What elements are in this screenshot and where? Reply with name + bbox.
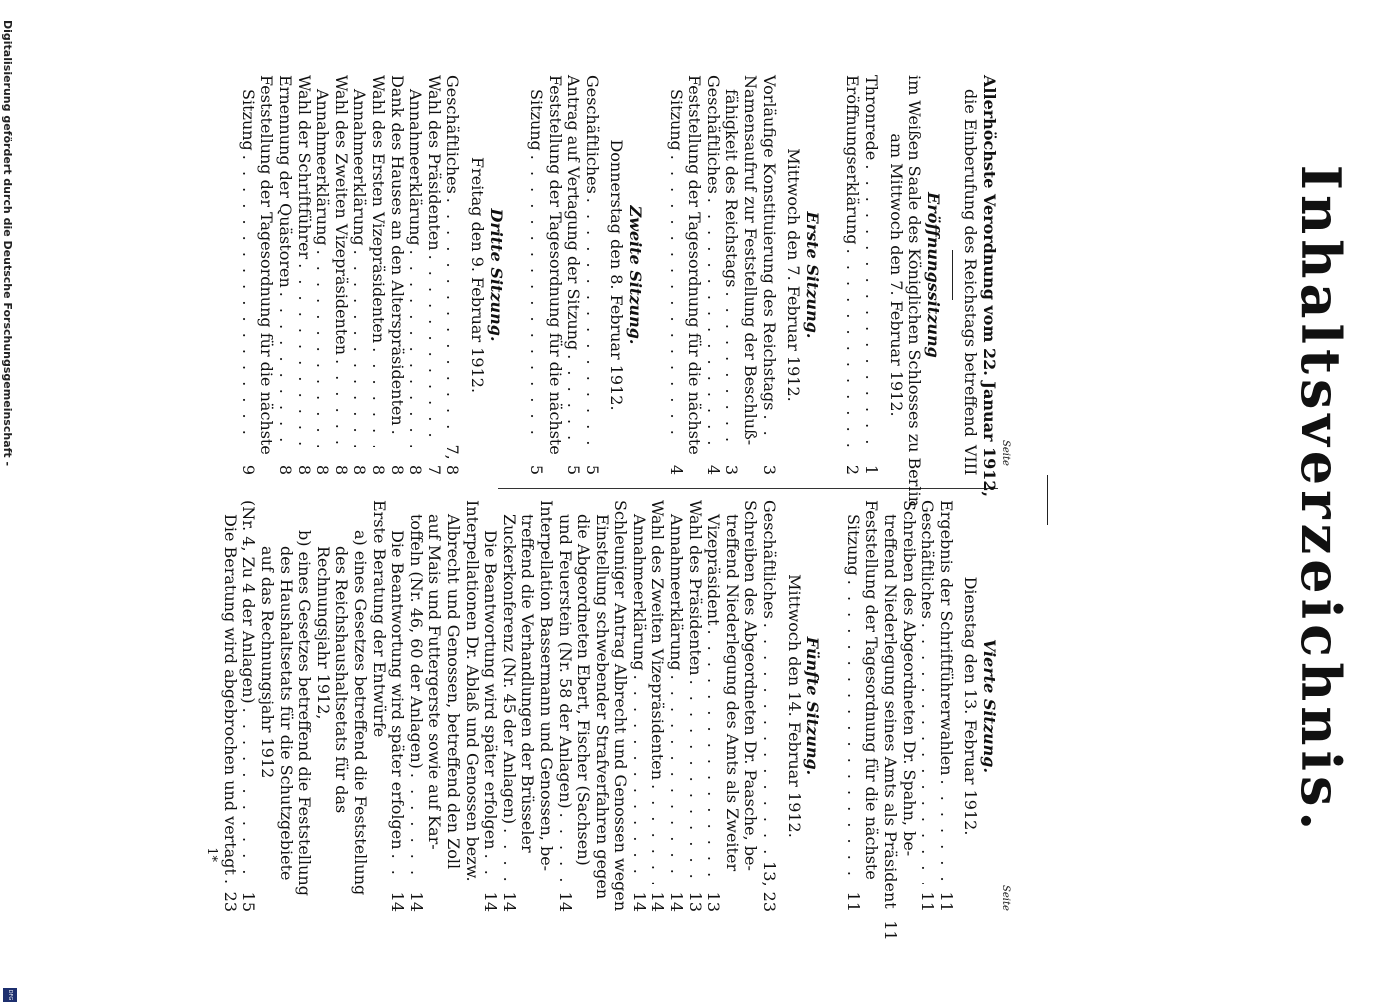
toc-entry: Vorläufige Konstituierung des Reichstags . . . 3 bbox=[759, 75, 778, 475]
toc-entry-text: Schleuniger Antrag Albrecht und Genossen wegen bbox=[611, 500, 631, 912]
page-number: 3 bbox=[722, 464, 742, 475]
section-heading: Dritte Sitzung. bbox=[486, 208, 506, 342]
toc-entry: Sitzung . . . 4 bbox=[666, 75, 685, 475]
toc-right-column bbox=[202, 500, 999, 941]
toc-entry-text: Einstellung schwebender Strafverfahren gegen bbox=[592, 514, 612, 900]
toc-entry-text: Schreiben des Abgeordneten Dr. Spahn, be- bbox=[899, 500, 919, 857]
toc-entry: Wahl des Zweiten Vizepräsidenten . . . 14 bbox=[648, 500, 667, 912]
page-number: VIII bbox=[961, 444, 981, 476]
page-number: 14 bbox=[481, 891, 501, 912]
toc-entry-text: des Haushaltsetats für die Schutzgebiete bbox=[276, 546, 296, 881]
toc-entry-text: Feststellung der Tagesordnung für die nächste bbox=[257, 75, 277, 455]
section-date: Mittwoch den 14. Februar 1912. bbox=[784, 574, 804, 838]
toc-entry: Sitzung . . . 11 bbox=[843, 500, 862, 912]
page-number: 4 bbox=[703, 464, 723, 475]
page-number: 13 bbox=[685, 891, 705, 912]
page-number: 11 bbox=[843, 891, 863, 912]
toc-entry-text: treffend die Verhandlungen der Brüsseler bbox=[518, 514, 538, 853]
page-number: 8 bbox=[368, 464, 388, 475]
section-heading: Vierte Sitzung. bbox=[980, 638, 999, 774]
page-number: 11 bbox=[881, 920, 901, 941]
toc-entry: Wahl der Schriftführer . . . 8 bbox=[294, 75, 313, 475]
page-number: 9 bbox=[238, 464, 258, 475]
page-number: 11 bbox=[918, 891, 938, 912]
page-number: 14 bbox=[406, 891, 426, 912]
toc-entry-text: Interpellation Bassermann und Genossen, be- bbox=[536, 500, 556, 872]
toc-entry-text: die Abgeordneten Ebert, Fischer (Sachsen) bbox=[574, 514, 594, 866]
toc-entry: Zuckerkonferenz (Nr. 45 der Anlagen) . . . 14 bbox=[499, 500, 518, 912]
toc-entry: Die Beratung wird abgebrochen und vertagt . . . 23 bbox=[220, 500, 239, 912]
page-number: 8 bbox=[331, 464, 351, 475]
page-number: 23 bbox=[220, 891, 240, 912]
toc-entry: Annahmeerklärung . . . 8 bbox=[350, 75, 369, 475]
toc-entry: (Nr. 4, Zu 4 der Anlagen) . . . 15 bbox=[239, 500, 258, 912]
toc-entry: Wahl des Präsidenten . . . 13 bbox=[685, 500, 704, 912]
toc-entry: Annahmeerklärung . . . 14 bbox=[667, 500, 686, 912]
toc-entry-text: Feststellung der Tagesordnung für die nächste bbox=[685, 75, 705, 455]
toc-entry: Geschäftliches . . . 13, 23 bbox=[759, 500, 778, 912]
digitization-credit: Digitalisierung gefördert durch die Deutsche Forschungsgemeinschaft - bbox=[1, 20, 14, 467]
toc-entry: Die Beantwortung wird später erfolgen . . . 14 bbox=[388, 500, 407, 912]
page-number: 13, 23 bbox=[760, 861, 780, 912]
sheet-signature-mark: 1* bbox=[204, 847, 220, 862]
toc-entry: Wahl des Ersten Vizepräsidenten . . . 8 bbox=[368, 75, 387, 475]
page-title: Inhaltsverzeichnis. bbox=[1289, 164, 1353, 836]
page-number: 13 bbox=[704, 891, 724, 912]
section-heading: Eröffnungssitzung bbox=[923, 192, 943, 358]
page-number: 2 bbox=[843, 464, 863, 475]
toc-entry: Geschäftliches . . . 5 bbox=[582, 75, 601, 475]
toc-entry: Dank des Hauses an den Alterspräsidenten . . . 8 bbox=[387, 75, 406, 475]
section-heading: Fünfte Sitzung. bbox=[803, 636, 823, 776]
page-number: 1 bbox=[862, 464, 882, 475]
toc-entry-text: Schreiben des Abgeordneten Dr. Paasche, be- bbox=[741, 500, 761, 871]
page-number: 3 bbox=[759, 464, 779, 475]
page-number: 8 bbox=[387, 464, 407, 475]
section-date: Dienstag den 13. Februar 1912. bbox=[961, 576, 981, 836]
section-date: am Mittwoch den 7. Februar 1912. bbox=[886, 133, 906, 417]
page-number: 8 bbox=[294, 464, 314, 475]
toc-entry: Annahmeerklärung . . . 8 bbox=[406, 75, 425, 475]
toc-entry-text: auf das Rechnungsjahr 1912 bbox=[258, 546, 278, 779]
toc-left-column bbox=[238, 75, 999, 507]
toc-entry-text: des Reichshaushaltsetats für das bbox=[332, 546, 352, 814]
toc-entry-text: im Weißen Saale des Königlichen Schlosses zu Berlin bbox=[905, 75, 925, 507]
toc-entry: fähigkeit des Reichstags . . . 3 bbox=[722, 75, 741, 475]
page-number: 5 bbox=[564, 464, 584, 475]
section-heading: Erste Sitzung. bbox=[802, 211, 822, 339]
toc-entry: Antrag auf Vertagung der Sitzung . . . 5 bbox=[564, 75, 583, 475]
page-number: 14 bbox=[648, 891, 668, 912]
section-date: Freitag den 9. Februar 1912. bbox=[467, 156, 487, 394]
toc-entry: Vizepräsident . . . 13 bbox=[704, 500, 723, 912]
toc-entry-text: auf Mais und Futtergerste sowie auf Kar- bbox=[425, 514, 445, 850]
page-number: 15 bbox=[239, 891, 259, 912]
toc-entry: Sitzung . . . 5 bbox=[527, 75, 546, 475]
toc-entry-text: Feststellung der Tagesordnung für die nächste bbox=[862, 500, 882, 880]
toc-entry: und Feuerstein (Nr. 58 der Anlagen) . . . 14 bbox=[555, 500, 574, 912]
toc-entry: Ergebnis der Schriftführerwahlen . . . 11 bbox=[936, 500, 955, 912]
page-number: 7, 8 bbox=[443, 444, 463, 475]
toc-entry: Geschäftliches . . . 4 bbox=[703, 75, 722, 475]
toc-entry-text: Interpellationen Dr. Ablaß und Genossen bezw. bbox=[462, 500, 482, 882]
section-date: Mittwoch den 7. Februar 1912. bbox=[784, 148, 804, 402]
toc-entry-text: Allerhöchste Verordnung vom 22. Januar 1912, bbox=[980, 75, 999, 498]
title-rule bbox=[1047, 475, 1048, 525]
toc-entry-text: b) eines Gesetzes betreffend die Feststellung bbox=[295, 530, 315, 896]
toc-entry-text: Namensaufruf zur Feststellung der Beschluß- bbox=[741, 75, 761, 446]
page-number: 5 bbox=[527, 464, 547, 475]
dfg-logo: DFG bbox=[3, 988, 17, 1002]
page-number: 14 bbox=[388, 891, 408, 912]
toc-entry: Wahl des Zweiten Vizepräsidenten . . . 8 bbox=[331, 75, 350, 475]
page-number: 4 bbox=[666, 464, 686, 475]
toc-entry: Annahmeerklärung . . . 8 bbox=[313, 75, 332, 475]
toc-entry: Wahl des Präsidenten . . . 7 bbox=[424, 75, 443, 475]
toc-entry: toffeln (Nr. 46, 60 der Anlagen) . . . 14 bbox=[406, 500, 425, 912]
toc-entry: die Einberufung des Reichstags betreffend VIII bbox=[961, 89, 981, 476]
toc-entry: Die Beantwortung wird später erfolgen . . . 14 bbox=[481, 500, 500, 912]
toc-entry: Eröffnungserklärung . . . 2 bbox=[843, 75, 862, 475]
page-number: 14 bbox=[629, 891, 649, 912]
page-number: 8 bbox=[313, 464, 333, 475]
section-date: Donnerstag den 8. Februar 1912. bbox=[607, 139, 627, 411]
page-number: 5 bbox=[582, 464, 602, 475]
toc-entry-text: Albrecht und Genossen, betreffend den Zoll bbox=[443, 514, 463, 870]
toc-entry-text: a) eines Gesetzes betreffend die Feststellung bbox=[351, 530, 370, 896]
page-number: 8 bbox=[350, 464, 370, 475]
toc-entry: Geschäftliches . . . 11 bbox=[918, 500, 937, 912]
toc-entry-text: Rechnungsjahr 1912, bbox=[313, 546, 333, 720]
page-number: 8 bbox=[276, 464, 295, 475]
page-number: 7 bbox=[424, 464, 444, 475]
toc-entry-text: treffend Niederlegung des Amts als Zweiter bbox=[722, 514, 742, 872]
toc-entry-text: Feststellung der Tagesordnung für die nächste bbox=[545, 75, 565, 455]
page-column-label-right: Seite bbox=[1000, 885, 1011, 911]
toc-entry: Thronrede . . . 1 bbox=[861, 75, 880, 475]
page-number: 11 bbox=[936, 891, 956, 912]
rule bbox=[952, 250, 953, 300]
toc-entry: Geschäftliches . . . 7, 8 bbox=[443, 75, 462, 475]
toc-entry: Annahmeerklärung . . . 14 bbox=[629, 500, 648, 912]
page-number: 8 bbox=[406, 464, 426, 475]
toc-entry-text: Erste Beratung der Entwürfe bbox=[369, 500, 389, 738]
page-number: 14 bbox=[667, 891, 687, 912]
toc-entry: treffend Niederlegung seines Amts als Präsident 11 bbox=[881, 514, 901, 941]
page-number: 14 bbox=[555, 891, 575, 912]
section-heading: Zweite Sitzung. bbox=[626, 205, 646, 345]
page-column-label-left: Seite bbox=[1000, 440, 1011, 466]
toc-entry: Sitzung . . . 9 bbox=[238, 75, 257, 475]
toc-entry: Ernennung der Quästoren . . . 8 bbox=[275, 75, 294, 475]
page-number: 14 bbox=[499, 891, 519, 912]
